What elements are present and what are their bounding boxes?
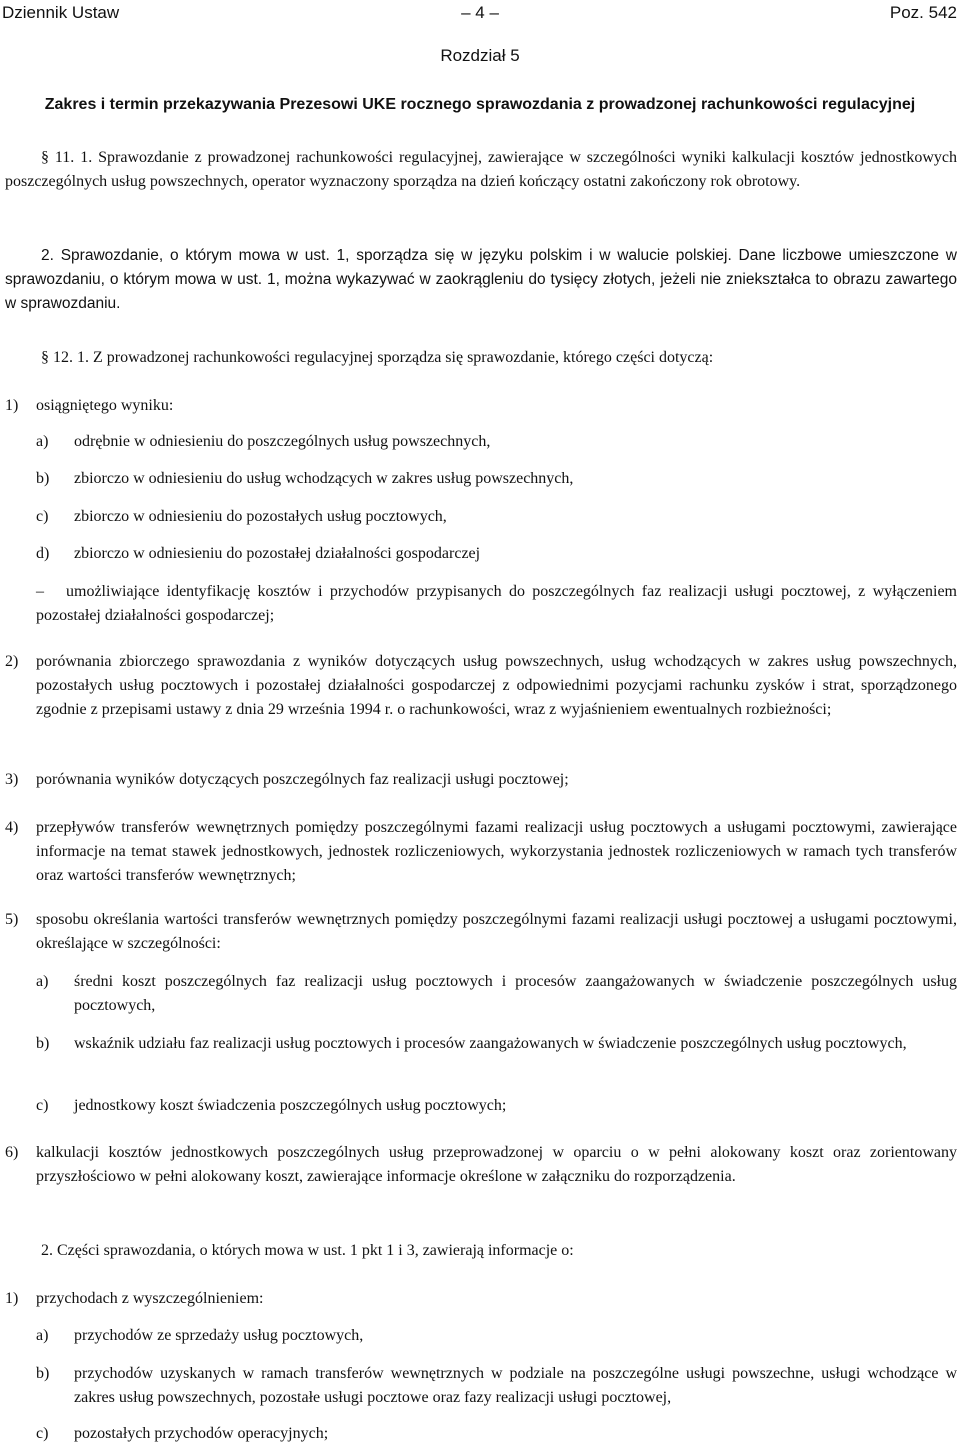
sub-item-text: odrębnie w odniesieniu do poszczególnych usług powszechnych, — [74, 433, 491, 450]
sub-item-letter: a) — [36, 1327, 49, 1344]
list-item-text: osiągniętego wyniku: — [36, 397, 174, 414]
list-item-text: porównania wyników dotyczących poszczególnych faz realizacji usługi pocztowej; — [36, 771, 569, 788]
list-item-text: sposobu określania wartości transferów wewnętrznych pomiędzy poszczególnymi fazami realizacji usługi pocztowej a usługami pocztowymi, określające w szczególności: — [36, 911, 957, 952]
sub-item-text: przychodów uzyskanych w ramach transferów wewnętrznych w podziale na poszczególne usługi powszechne, usługi wchodzące w zakres usług powszechnych, pozostałe usługi pocztowe oraz fazy realizacji usługi pocztowej, — [74, 1365, 957, 1406]
sub-item-letter: a) — [36, 973, 49, 990]
section-11-paragraph-2: 2. Sprawozdanie, o którym mowa w ust. 1, sporządza się w języku polskim i w walucie polskiej. Dane liczbowe umieszczone w sprawozdaniu, o którym mowa w ust. 1, można wykazywać w zaokrągleniu do tysięcy złotych, jeżeli nie zniekształca to obrazu zawartego w sprawozdaniu. — [5, 247, 957, 312]
sub-item-letter: d) — [36, 545, 50, 562]
journal-name: Dziennik Ustaw — [2, 3, 120, 22]
sub-item-text: przychodów ze sprzedaży usług pocztowych, — [74, 1327, 364, 1344]
section-12-intro: § 12. 1. Z prowadzonej rachunkowości regulacyjnej sporządza się sprawozdanie, którego części dotyczą: — [41, 349, 714, 366]
list-item-text: porównania zbiorczego sprawozdania z wyników dotyczących usług powszechnych, usług wchodzących w zakres usług powszechnych, pozostałych usług pocztowych i pozostałej działalności gospodarczej z odpowiednimi pozycjami rachunku zysków i strat, sporządzonego zgodnie z przepisami ustawy z dnia 29 września 1994 r. o rachunkowości, wraz z wyjaśnieniem ewentualnych rozbieżności; — [36, 653, 957, 718]
list-item-number: 1) — [5, 397, 19, 414]
list-item-number: 4) — [5, 819, 19, 836]
section-12-paragraph-2: 2. Części sprawozdania, o których mowa w ust. 1 pkt 1 i 3, zawierają informacje o: — [41, 1242, 574, 1259]
list-item-number: 3) — [5, 771, 19, 788]
sub-item-text: średni koszt poszczególnych faz realizacji usług pocztowych i procesów zaangażowanych w świadczenie poszczególnych usług pocztowych, — [74, 973, 957, 1014]
sub-item-text: wskaźnik udziału faz realizacji usług pocztowych i procesów zaangażowanych w świadczenie poszczególnych usług pocztowych, — [74, 1035, 907, 1052]
list-item-number: 5) — [5, 911, 19, 928]
page-header — [0, 3, 960, 23]
chapter-title: Zakres i termin przekazywania Prezesowi UKE rocznego sprawozdania z prowadzonej rachunkowości regulacyjnej — [44, 96, 916, 113]
sub-item-text: pozostałych przychodów operacyjnych; — [74, 1425, 329, 1442]
section-11-paragraph-1: § 11. 1. Sprawozdanie z prowadzonej rachunkowości regulacyjnej, zawierające w szczególności wyniki kalkulacji kosztów jednostkowych poszczególnych usług powszechnych, operator wyznaczony sporządza na dzień kończący ostatni zakończony rok obrotowy. — [5, 149, 957, 190]
list-item-number: 6) — [5, 1144, 19, 1161]
dash-marker: – — [36, 583, 44, 600]
list-item-text: przychodach z wyszczególnieniem: — [36, 1290, 264, 1307]
page-number: – 4 – — [461, 3, 499, 22]
position-number: Poz. 542 — [889, 3, 957, 22]
sub-item-letter: b) — [36, 1035, 50, 1052]
dash-item-text: umożliwiające identyfikację kosztów i przychodów przypisanych do poszczególnych faz realizacji usługi pocztowej, z wyłączeniem pozostałej działalności gospodarczej; — [36, 583, 957, 624]
sub-item-text: zbiorczo w odniesieniu do pozostałych usług pocztowych, — [74, 508, 447, 525]
sub-item-letter: b) — [36, 1365, 50, 1382]
sub-item-text: jednostkowy koszt świadczenia poszczególnych usług pocztowych; — [74, 1097, 507, 1114]
list-item-text: kalkulacji kosztów jednostkowych poszczególnych usług przeprowadzonej w oparciu o w pełni alokowany koszt oraz zorientowany przyszłościowo w pełni alokowany koszt, zawierające informacje określone w załączniku do rozporządzenia. — [36, 1144, 957, 1185]
list-item-number: 1) — [5, 1290, 19, 1307]
list-item-number: 2) — [5, 653, 19, 670]
chapter-heading: Rozdział 5 — [440, 46, 520, 65]
sub-item-letter: c) — [36, 1097, 49, 1114]
sub-item-letter: a) — [36, 433, 49, 450]
sub-item-text: zbiorczo w odniesieniu do usług wchodzących w zakres usług powszechnych, — [74, 470, 574, 487]
sub-item-letter: c) — [36, 508, 49, 525]
sub-item-letter: c) — [36, 1425, 49, 1442]
list-item-text: przepływów transferów wewnętrznych pomiędzy poszczególnymi fazami realizacji usług pocztowych a usługami pocztowymi, zawierające informacje na temat stawek jednostkowych, jednostek rozliczeniowych, wykorzystania jednostek rozliczeniowych w ramach tych transferów oraz wartości transferów wewnętrznych; — [36, 819, 957, 884]
sub-item-text: zbiorczo w odniesieniu do pozostałej działalności gospodarczej — [74, 545, 481, 562]
sub-item-letter: b) — [36, 470, 50, 487]
